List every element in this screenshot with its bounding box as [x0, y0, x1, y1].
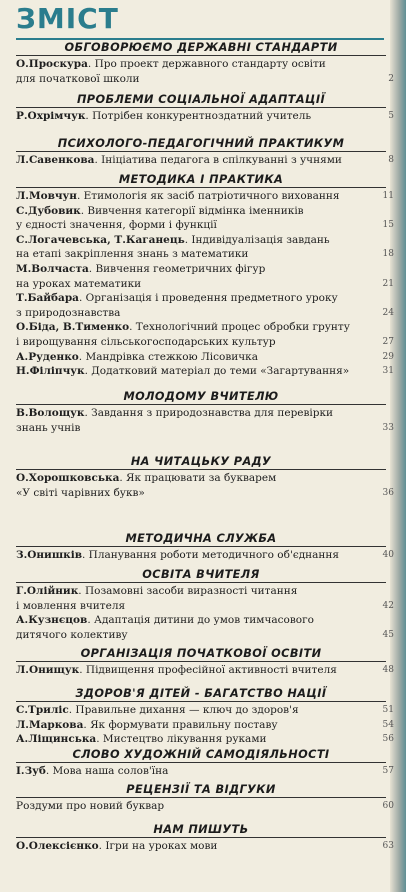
entry-author: Л.Мовчун — [16, 190, 77, 202]
entry-title: . Адаптація дитини до умов тимчасового — [87, 614, 314, 627]
section-rule — [16, 187, 386, 188]
page-edge — [390, 0, 406, 892]
entry-title: . Як формувати правильну поставу — [83, 718, 278, 731]
entry-author: Л.Онищук — [16, 664, 80, 676]
toc-section — [16, 567, 394, 641]
entry-author: С.Дубовик — [16, 204, 81, 217]
toc-section — [16, 136, 394, 166]
entry-line — [16, 584, 386, 599]
entry-page-number: 8 — [388, 155, 394, 165]
entry-line — [16, 153, 386, 168]
entry-title: . Організація і проведення предметного уроку — [79, 292, 338, 305]
toc-entry[interactable] — [16, 732, 394, 747]
entry-line — [16, 703, 386, 718]
entry-title: з природознавства — [16, 306, 121, 319]
entry-page-number: 31 — [382, 366, 394, 377]
entry-page-number: 33 — [382, 422, 394, 433]
toc-entry[interactable] — [16, 153, 394, 168]
entry-page-number: 56 — [382, 734, 394, 745]
entry-title: . Мандрівка стежкою Лісовичка — [78, 350, 259, 363]
entry-author: Л.Маркова — [16, 718, 84, 731]
entry-line — [16, 663, 386, 678]
section-heading: ОБГОВОРЮЄМО ДЕРЖАВНІ СТАНДАРТИ — [64, 41, 338, 54]
entry-title: Роздуми про новий буквар — [16, 800, 165, 812]
entry-author: Р.Охрімчук — [16, 110, 86, 122]
section-heading: ПРОБЛЕМИ СОЦІАЛЬНОЇ АДАПТАЦІЇ — [76, 93, 326, 106]
entry-title: . Ігри на уроках мови — [98, 840, 218, 852]
toc-entry[interactable] — [16, 764, 394, 779]
toc-entry[interactable] — [16, 406, 394, 435]
section-rule — [16, 797, 386, 798]
entry-page-number: 36 — [382, 487, 394, 498]
entry-title: . Планування роботи методичного об'єднання — [82, 549, 340, 561]
toc-entry[interactable] — [16, 291, 394, 320]
toc-section — [16, 747, 394, 777]
entry-title: . Вивчення категорії відмінка іменників — [80, 204, 304, 217]
entry-line — [16, 291, 386, 306]
entry-line — [16, 628, 386, 643]
entry-line — [16, 718, 386, 733]
section-heading: НА ЧИТАЦЬКУ РАДУ — [130, 455, 272, 468]
entry-line — [16, 247, 386, 262]
section-rule — [16, 837, 386, 838]
entry-line — [16, 72, 386, 87]
entry-author: Г.Олійник — [16, 585, 79, 597]
section-rule — [16, 546, 386, 547]
section-rule — [16, 151, 386, 152]
toc-entry[interactable] — [16, 548, 394, 563]
section-heading: ОСВІТА ВЧИТЕЛЯ — [142, 568, 260, 581]
entry-title: . Підвищення професійної активності вчителя — [79, 664, 337, 676]
toc-section — [16, 822, 394, 852]
entry-line — [16, 799, 386, 814]
entry-page-number: 54 — [382, 719, 394, 730]
entry-line — [16, 204, 386, 219]
toc-section — [16, 389, 394, 434]
toc-section — [16, 782, 394, 812]
toc-section — [16, 686, 394, 746]
entry-author: З.Онишків — [16, 549, 82, 561]
entry-title: . Мова наша солов'їна — [45, 765, 169, 777]
section-heading: МЕТОДИКА І ПРАКТИКА — [118, 173, 284, 186]
entry-title: . Про проект державного стандарту освіти — [87, 58, 326, 70]
entry-line — [16, 406, 386, 421]
entry-author: Н.Філіпчук — [16, 365, 85, 378]
entry-title: . Етимологія як засіб патріотичного виховання — [76, 190, 340, 202]
entry-line — [16, 262, 386, 277]
entry-title: для початкової школи — [16, 72, 140, 85]
entry-title: на уроках математики — [16, 277, 142, 290]
entry-author: О.Олексієнко — [16, 840, 99, 852]
page-title: ЗМІСТ — [16, 2, 119, 35]
toc-entry[interactable] — [16, 320, 394, 349]
toc-entry[interactable] — [16, 471, 394, 500]
entry-line — [16, 320, 386, 335]
entry-page-number: 57 — [382, 766, 394, 776]
section-heading: РЕЦЕНЗІЇ ТА ВІДГУКИ — [126, 783, 276, 796]
entry-page-number: 2 — [388, 73, 394, 84]
entry-author: В.Волощук — [16, 407, 85, 419]
entry-page-number: 45 — [382, 629, 394, 640]
section-heading: ОРГАНІЗАЦІЯ ПОЧАТКОВОЇ ОСВІТИ — [80, 647, 322, 660]
toc-entry[interactable] — [16, 204, 394, 233]
entry-line — [16, 421, 386, 436]
entry-title: . Позамовні засоби виразності читання — [78, 585, 298, 597]
toc-entry[interactable] — [16, 839, 394, 854]
entry-line — [16, 732, 386, 747]
toc-entry[interactable] — [16, 233, 394, 262]
entry-author: С.Триліс — [16, 704, 69, 716]
entry-author: А.Кузнєцов — [16, 614, 88, 627]
toc-section — [16, 92, 394, 122]
entry-title: . Ініціатива педагога в спілкуванні з учнями — [94, 154, 342, 166]
section-heading: СЛОВО ХУДОЖНІЙ САМОДІЯЛЬНОСТІ — [72, 748, 330, 761]
entry-line — [16, 350, 386, 365]
entry-page-number: 15 — [382, 220, 394, 231]
entry-author: А.Руденко — [16, 350, 79, 363]
entry-line — [16, 486, 386, 501]
entry-page-number: 63 — [382, 841, 394, 851]
entry-title: . Додатковий матеріал до теми «Загартування» — [84, 365, 350, 378]
toc-section — [16, 454, 394, 499]
toc-entry[interactable] — [16, 364, 394, 379]
toc-entry[interactable] — [16, 613, 394, 642]
entry-title: на етапі закріплення знань з математики — [16, 248, 249, 261]
entry-title: . Мистецтво лікування руками — [96, 733, 267, 746]
entry-page-number: 18 — [382, 249, 394, 260]
entry-line — [16, 218, 386, 233]
entry-title: . Технологічний процес обробки грунту — [129, 321, 350, 334]
entry-page-number: 21 — [382, 278, 394, 289]
entry-title: і вирощування сільськогосподарських культур — [16, 335, 276, 348]
section-heading: МЕТОДИЧНА СЛУЖБА — [125, 532, 277, 545]
entry-title: . Вивчення геометричних фігур — [88, 263, 266, 275]
entry-line — [16, 189, 386, 204]
toc-entry[interactable] — [16, 262, 394, 291]
entry-author: С.Логачевська, Т.Каганець — [16, 233, 185, 246]
entry-line — [16, 277, 386, 292]
entry-line — [16, 599, 386, 614]
entry-page-number: 51 — [382, 705, 394, 715]
toc-section — [16, 40, 394, 85]
entry-author: Т.Байбара — [16, 292, 79, 305]
section-heading: НАМ ПИШУТЬ — [153, 823, 249, 836]
section-heading: ПСИХОЛОГО-ПЕДАГОГІЧНИЙ ПРАКТИКУМ — [57, 137, 345, 150]
entry-page-number: 40 — [382, 550, 394, 560]
section-heading: ЗДОРОВ'Я ДІТЕЙ - БАГАТСТВО НАЦІЇ — [75, 687, 327, 700]
entry-page-number: 5 — [388, 111, 394, 121]
entry-title: . Правильне дихання — ключ до здоров'я — [68, 704, 299, 716]
entry-author: І.Зуб — [16, 765, 46, 777]
section-rule — [16, 582, 386, 583]
entry-line — [16, 57, 386, 72]
toc-entry[interactable] — [16, 799, 394, 814]
entry-title: . Потрібен конкурентноздатний учитель — [85, 110, 312, 122]
entry-title: «У світі чарівних букв» — [16, 486, 145, 499]
toc-entry[interactable] — [16, 703, 394, 718]
entry-line — [16, 233, 386, 248]
entry-page-number: 42 — [382, 600, 394, 611]
entry-line — [16, 548, 386, 563]
entry-author: А.Ліщинська — [16, 733, 97, 746]
entry-page-number: 60 — [382, 801, 394, 811]
entry-page-number: 29 — [382, 351, 394, 362]
entry-line — [16, 839, 386, 854]
entry-line — [16, 764, 386, 779]
entry-title: знань учнів — [16, 421, 81, 434]
entry-author: М.Волчаста — [16, 263, 89, 275]
entry-title: . Як працювати за букварем — [119, 472, 277, 484]
entry-title: у єдності значення, форми і функції — [16, 219, 217, 232]
toc-entry[interactable] — [16, 584, 394, 613]
entry-line — [16, 335, 386, 350]
toc-section — [16, 531, 394, 561]
toc-entry[interactable] — [16, 109, 394, 124]
section-rule — [16, 404, 386, 405]
toc-entry[interactable] — [16, 718, 394, 733]
entry-author: О.Хорошковська — [16, 472, 120, 484]
entry-author: О.Проскура — [16, 58, 88, 70]
section-rule — [16, 469, 386, 470]
entry-title: і мовлення вчителя — [16, 599, 126, 612]
section-rule — [16, 701, 386, 702]
toc-entry[interactable] — [16, 189, 394, 204]
toc-section — [16, 646, 394, 676]
entry-title: дитячого колективу — [16, 628, 128, 641]
toc-entry[interactable] — [16, 663, 394, 678]
entry-title: . Завдання з природознавства для перевірки — [84, 407, 334, 419]
toc-entry[interactable] — [16, 350, 394, 365]
section-rule — [16, 107, 386, 108]
entry-line — [16, 471, 386, 486]
section-rule — [16, 762, 386, 763]
entry-page-number: 27 — [382, 336, 394, 347]
entry-page-number: 24 — [382, 307, 394, 318]
entry-author: Л.Савенкова — [16, 154, 95, 166]
entry-line — [16, 306, 386, 321]
toc-entry[interactable] — [16, 57, 394, 86]
entry-page-number: 48 — [382, 665, 394, 675]
section-rule — [16, 661, 386, 662]
entry-title: . Індивідуалізація завдань — [184, 233, 330, 246]
entry-line — [16, 364, 386, 379]
entry-line — [16, 613, 386, 628]
entry-line — [16, 109, 386, 124]
section-rule — [16, 55, 386, 56]
section-heading: МОЛОДОМУ ВЧИТЕЛЮ — [123, 390, 279, 403]
entry-page-number: 11 — [382, 191, 394, 201]
entry-author: О.Біда, В.Тименко — [16, 321, 130, 334]
toc-section — [16, 172, 394, 378]
